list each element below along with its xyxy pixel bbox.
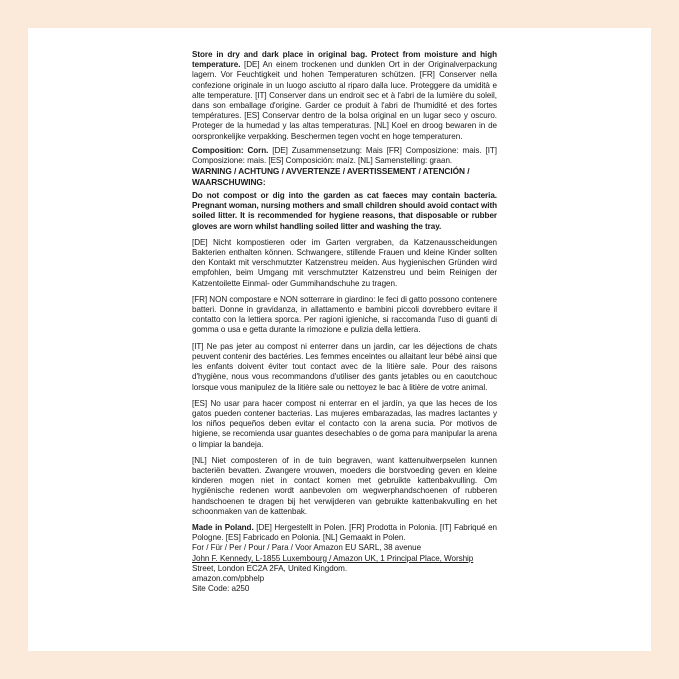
warning-german: [DE] Nicht kompostieren oder im Garten vergraben, da Katzenausscheidungen Bakterien enthalten können. Schwangere, stillende Frauen und kleine Kinder sollten den Kontakt mit verschmutzter Katzenstreu meiden. Aus hygienischen Gründen wird empfohlen, beim Umgang mit verschmutzter Katzenstreu und beim Reinigen der Katzentoilette Einmal- oder Gummihandschuhe zu tragen. (192, 237, 497, 288)
composition-paragraph (192, 146, 497, 166)
made-in-translations: [DE] Hergestellt in Polen. [FR] Prodotta in Polonia. [IT] Fabriqué en Pologne. [ES] Fabricado en Polonia. [NL] Gemaakt in Polen. (192, 522, 498, 543)
label-page (28, 28, 651, 651)
distributor-address-line-2: John F. Kennedy, L-1855 Luxembourg / Amazon UK, 1 Principal Place, Worship (192, 553, 474, 563)
storage-instructions-translations: [DE] An einem trockenen und dunklen Ort in der Originalverpackung lagern. Vor Feuchtigkeit und hohen Temperaturen schützen. [FR] Conserver nella confezione originale in un luogo asciutto al riparo dalla luce. Proteggere da umidità e alte temperature. [IT] Conserver dans un endroit sec et à l'abri de la lumière du soleil, dans son emballage d'origine. Garder ce produit à l'abri de l'humidité et des fortes températures. [ES] Conservar dentro de la bolsa original en un lugar seco y oscuro. Proteger de la humedad y las altas temperaturas. [NL] Koel en droog bewaren in de oorspronkelijke verpakking. Beschermen tegen vocht en hoge temperaturen. (192, 60, 497, 141)
warning-dutch: [NL] Niet composteren of in de tuin begraven, want kattenuitwerpselen kunnen bacteriën bevatten. Zwangere vrouwen, moeders die borstvoeding geven en kleine kinderen mogen niet in contact komen met gebruikte kattenbakvulling. Om hygiënische redenen wordt aanbevolen om wegwerphandschoenen of rubberen handschoenen te dragen bij het verwijderen van gebruikte kattenbakvulling en het schoonmaken van de kattenbak. (192, 455, 497, 516)
composition-bold-lead: Composition: Corn. (192, 145, 269, 155)
product-label-text-block (192, 50, 497, 594)
warning-french-it-tag: [IT] Ne pas jeter au compost ni enterrer dans un jardin, car les déjections de chats peuvent contenir des bactéries. Les femmes enceintes ou allaitant leur bébé ainsi que les enfants doivent éviter tout contact avec de la litière sale. Pour des raisons d'hygiène, nous vous recommandons d'utiliser des gants jetables ou en caoutchouc lorsque vous manipulez de la litière sale ou nettoyez le bac à litière de votre animal. (192, 341, 497, 392)
site-code: Site Code: a250 (192, 584, 250, 594)
warning-english-bold: Do not compost or dig into the garden as cat faeces may contain bacteria. Pregnant woman, nursing mothers and small children should avoid contact with soiled litter. It is recommended for hygiene reasons, that disposable or rubber gloves are worn whilst handling soiled litter and washing the tray. (192, 191, 497, 231)
distributor-address-line-1: For / Für / Per / Pour / Para / Voor Amazon EU SARL, 38 avenue (192, 543, 422, 553)
warning-heading: WARNING / ACHTUNG / AVVERTENZE / AVERTISSEMENT / ATENCIÓN / WAARSCHUWING: (192, 166, 470, 187)
composition-translations: [DE] Zusammensetzung: Mais [FR] Composizione: mais. [IT] Composizione: mais. [ES] Composición: maíz. [NL] Samenstelling: graan. (192, 145, 497, 166)
distributor-address-line-3: Street, London EC2A 2FA, United Kingdom. (192, 563, 348, 573)
storage-instructions-paragraph (192, 50, 497, 142)
warning-italian-fr-tag: [FR] NON compostare e NON sotterrare in giardino: le feci di gatto possono contenere batteri. Donne in gravidanza, in allattamento e bambini piccoli dovrebbero evitare il contatto con la lettiera sporca. Per ragioni igieniche, si raccomanda l'uso di guanti di gomma o usa e getta durante la rimozione e pulizia della lettiera. (192, 294, 497, 335)
made-in-bold-lead: Made in Poland. (192, 522, 254, 532)
made-in-paragraph (192, 523, 497, 543)
support-website-url: amazon.com/pbhelp (192, 573, 265, 583)
storage-instructions-bold-lead: Store in dry and dark place in original bag. Protect from moisture and high temperature. (192, 50, 497, 70)
warning-spanish: [ES] No usar para hacer compost ni enterrar en el jardín, ya que las heces de los gatos pueden contener bacterias. Las mujeres embarazadas, las madres lactantes y los niños pequeños deben evitar el contacto con la arena sucia. Por motivos de higiene, se recomienda usar guantes desechables o de goma para manipular la arena o limpiar la bandeja. (192, 398, 497, 449)
